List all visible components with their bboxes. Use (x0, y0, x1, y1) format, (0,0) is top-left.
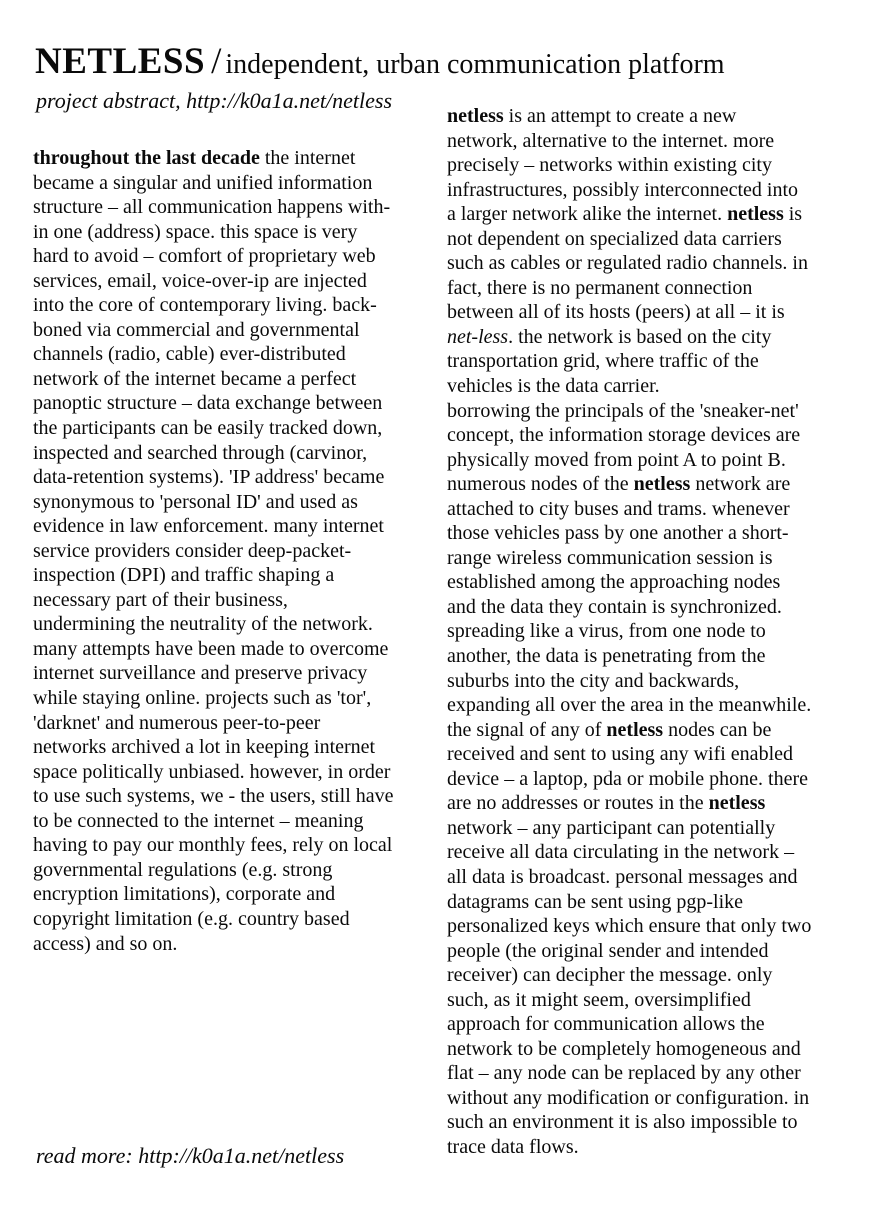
text-line: into the core of contemporary living. back- (33, 294, 377, 317)
text-line: borrowing the principals of the 'sneaker-net' (447, 399, 799, 422)
text-line: many attempts have been made to overcome (33, 637, 389, 660)
text-line: network, alternative to the internet. more (447, 129, 775, 152)
text-line: device – a laptop, pda or mobile phone. there (447, 767, 808, 790)
text-line: numerous nodes of the netless network are (447, 473, 791, 496)
text-line: such as cables or regulated radio channels. in (447, 252, 808, 275)
text-line: fact, there is no permanent connection (447, 276, 753, 299)
text-line: having to pay our monthly fees, rely on local (33, 834, 393, 857)
text-line: physically moved from point A to point B. (447, 448, 786, 471)
text-line: while staying online. projects such as 'tor', (33, 687, 372, 710)
text-line: established among the approaching nodes (447, 571, 781, 594)
text-line: receive all data circulating in the network – (447, 841, 795, 864)
text-line: suburbs into the city and backwards, (447, 669, 740, 692)
text-line: governmental regulations (e.g. strong (33, 858, 333, 881)
text-line: net-less. the network is based on the city (447, 325, 772, 348)
text-line: copyright limitation (e.g. country based (33, 907, 350, 930)
text-line: structure – all communication happens with- (33, 196, 391, 219)
text-line: throughout the last decade the internet (33, 147, 356, 169)
text-line: such an environment it is also impossible to (447, 1111, 798, 1134)
text-line: expanding all over the area in the meanwhile. (447, 694, 812, 717)
text-line: not dependent on specialized data carriers (447, 227, 782, 250)
text-line: to be connected to the internet – meaning (33, 809, 364, 832)
text-line: infrastructures, possibly interconnected into (447, 178, 799, 201)
text-line: all data is broadcast. personal messages and (447, 865, 798, 888)
text-line: inspection (DPI) and traffic shaping a (33, 564, 335, 587)
text-line: approach for communication allows the (447, 1013, 765, 1036)
text-line: received and sent to using any wifi enabled (447, 743, 793, 766)
text-line: services, email, voice-over-ip are injected (33, 269, 367, 292)
text-line: access) and so on. (33, 932, 178, 955)
text-line: inspected and searched through (carvinor, (33, 441, 368, 464)
text-line: evidence in law enforcement. many internet (33, 515, 384, 538)
text-line: space politically unbiased. however, in order (33, 760, 391, 783)
text-line: precisely – networks within existing city (447, 154, 772, 177)
text-line: trace data flows. (447, 1135, 579, 1158)
text-line: to use such systems, we - the users, still have (33, 785, 394, 808)
title-main: NETLESS (35, 41, 206, 82)
text-line: range wireless communication session is (447, 546, 773, 569)
text-line: channels (radio, cable) ever-distributed (33, 343, 346, 366)
text-line: hard to avoid – comfort of proprietary web (33, 245, 376, 268)
text-line: the participants can be easily tracked down, (33, 417, 383, 440)
text-line: personalized keys which ensure that only two (447, 915, 812, 938)
text-line: necessary part of their business, (33, 588, 288, 611)
text-line: attached to city buses and trams. whenever (447, 497, 790, 520)
text-line: people (the original sender and intended (447, 939, 769, 962)
text-line: network to be completely homogeneous and (447, 1037, 801, 1060)
text-line: datagrams can be sent using pgp-like (447, 890, 744, 913)
text-line: without any modification or configuration. in (447, 1086, 810, 1109)
read-more: read more: http://k0a1a.net/netless (36, 1143, 345, 1168)
text-line: such, as it might seem, oversimplified (447, 988, 751, 1011)
text-line: are no addresses or routes in the netless (447, 792, 766, 815)
text-line: another, the data is penetrating from the (447, 645, 766, 668)
tagline: project abstract, http://k0a1a.net/netless (36, 88, 393, 113)
text-line: transportation grid, where traffic of the (447, 350, 759, 373)
text-line: 'darknet' and numerous peer-to-peer (33, 711, 321, 734)
text-line: between all of its hosts (peers) at all – it is (447, 301, 785, 324)
text-line: the signal of any of netless nodes can be (447, 718, 772, 741)
text-line: in one (address) space. this space is very (33, 220, 358, 243)
text-line: panoptic structure – data exchange between (33, 392, 383, 415)
text-line: became a singular and unified information (33, 171, 373, 194)
text-line: a larger network alike the internet. netless is (447, 203, 803, 226)
title-separator: / (211, 41, 222, 82)
text-line: networks archived a lot in keeping internet (33, 736, 376, 759)
text-line: data-retention systems). 'IP address' became (33, 466, 385, 489)
text-line: internet surveillance and preserve privacy (33, 662, 368, 685)
text-line: encryption limitations), corporate and (33, 883, 336, 906)
title-subtitle: independent, urban communication platform (225, 49, 725, 80)
text-line: vehicles is the data carrier. (447, 375, 660, 398)
text-line: boned via commercial and governmental (33, 318, 360, 341)
text-line: flat – any node can be replaced by any other (447, 1062, 801, 1085)
text-line: synonymous to 'personal ID' and used as (33, 490, 358, 513)
text-line: netless is an attempt to create a new (447, 105, 737, 127)
left-column (33, 146, 447, 956)
text-line: receiver) can decipher the message. only (447, 964, 773, 987)
text-line: network of the internet became a perfect (33, 367, 357, 390)
text-line: service providers consider deep-packet- (33, 539, 352, 562)
text-line: concept, the information storage devices are (447, 424, 801, 447)
text-line: spreading like a virus, from one node to (447, 620, 766, 643)
header (35, 42, 725, 83)
text-line: undermining the neutrality of the network. (33, 613, 373, 636)
text-line: those vehicles pass by one another a short- (447, 522, 789, 545)
page-title (35, 42, 725, 83)
right-column (447, 104, 867, 1160)
text-line: and the data they contain is synchronized. (447, 595, 782, 618)
text-line: network – any participant can potentially (447, 816, 776, 839)
